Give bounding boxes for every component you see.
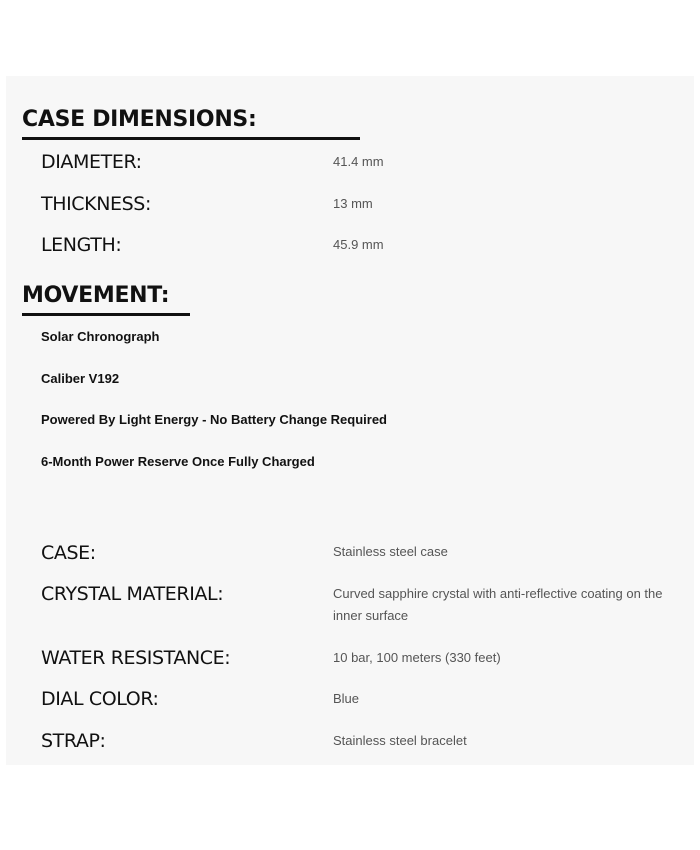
strap-label: STRAP: [41,730,106,752]
length-label: LENGTH: [41,234,122,256]
case-value: Stainless steel case [333,544,448,559]
movement-item: Powered By Light Energy - No Battery Change Required [41,412,387,427]
crystal-material-value: Curved sapphire crystal with anti-reflective coating on the inner surface [333,586,663,623]
movement-underline [22,313,190,316]
crystal-material-label: CRYSTAL MATERIAL: [41,583,224,605]
dial-color-value: Blue [333,691,360,706]
movement-item: Caliber V192 [41,371,120,386]
movement-item: Solar Chronograph [41,329,160,344]
spec-panel [6,76,694,765]
case-label: CASE: [41,542,96,564]
thickness-label: THICKNESS: [41,193,151,215]
dial-color-label: DIAL COLOR: [41,688,159,710]
strap-value: Stainless steel bracelet [333,733,467,748]
diameter-value: 41.4 mm [333,154,384,169]
thickness-value: 13 mm [333,196,373,211]
movement-title: MOVEMENT: [22,283,170,308]
water-resistance-label: WATER RESISTANCE: [41,647,231,669]
water-resistance-value: 10 bar, 100 meters (330 feet) [333,650,501,665]
diameter-label: DIAMETER: [41,151,142,173]
movement-item: 6-Month Power Reserve Once Fully Charged [41,454,315,469]
length-value: 45.9 mm [333,237,384,252]
case-dimensions-underline [22,137,360,140]
case-dimensions-title: CASE DIMENSIONS: [22,107,257,132]
